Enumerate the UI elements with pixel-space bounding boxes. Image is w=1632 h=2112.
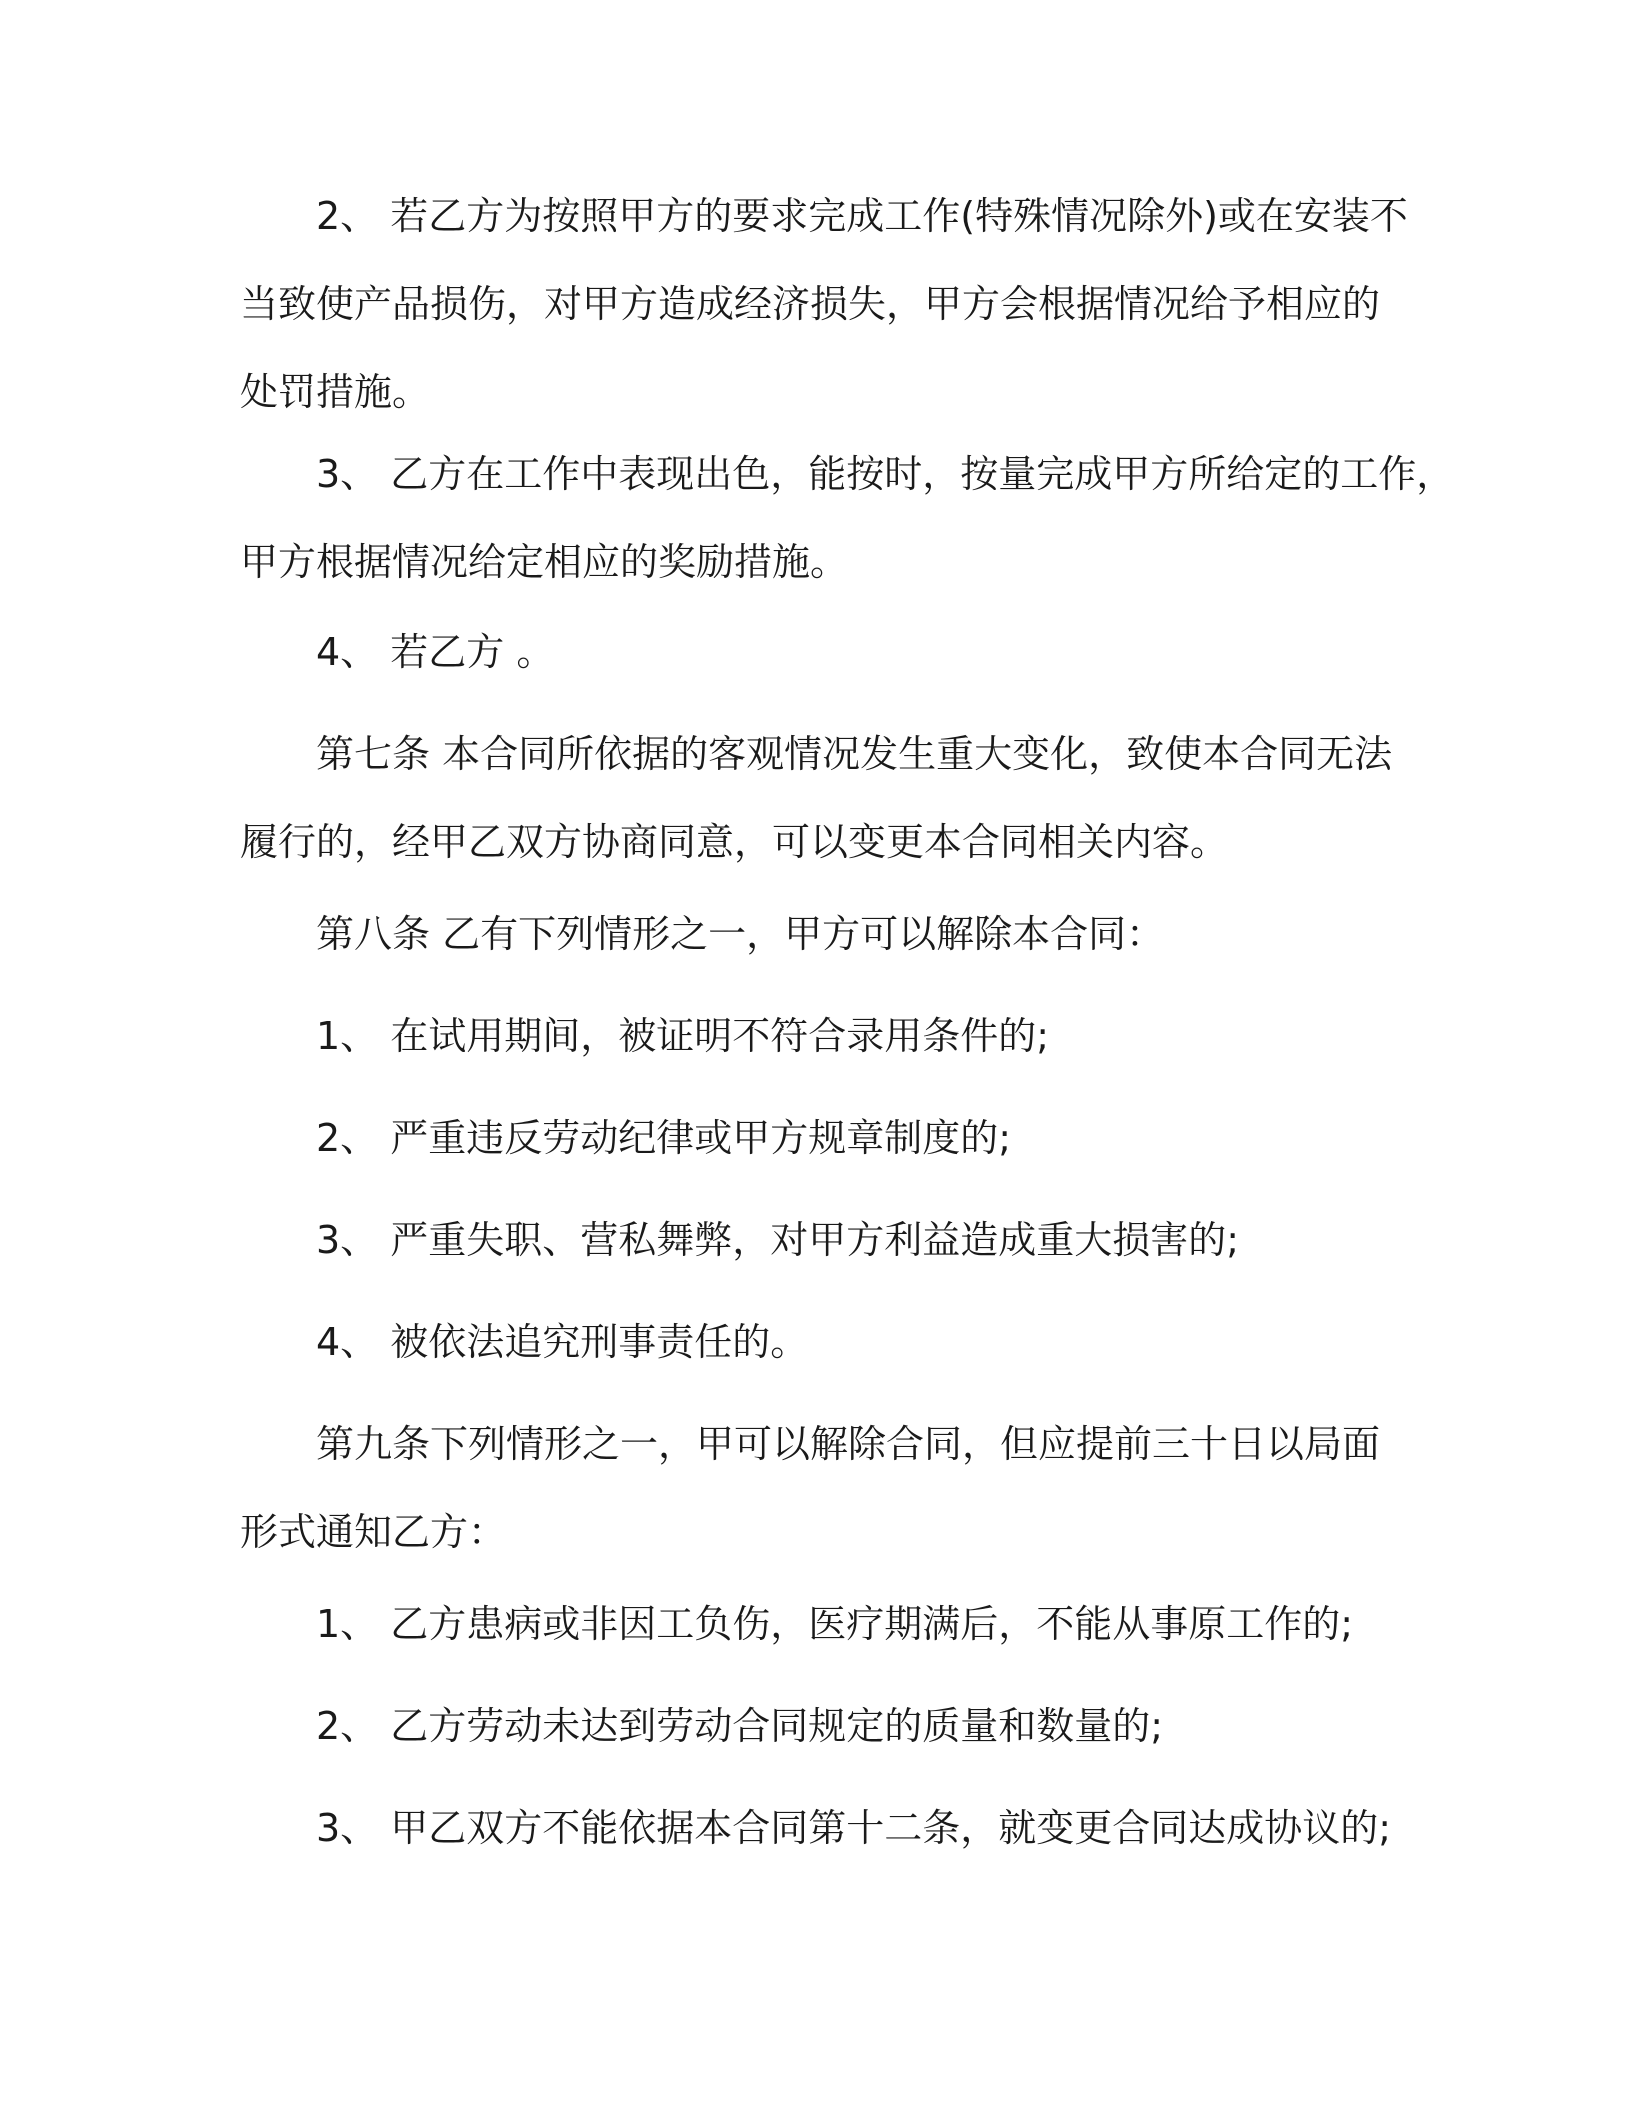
clause-line: 处罚措施。: [240, 370, 431, 414]
article-line: 形式通知乙方：: [240, 1510, 507, 1554]
article-8: [240, 890, 1420, 978]
list-item: 3、 严重失职、营私舞弊，对甲方利益造成重大损害的;: [316, 1218, 1240, 1262]
list-item: 4、 被依法追究刑事责任的。: [316, 1320, 809, 1364]
article-7: [240, 710, 1420, 886]
article-8-item-2: [240, 1094, 1420, 1182]
clause-2-penalty: [240, 172, 1420, 436]
clause-line: 当致使产品损伤，对甲方造成经济损失，甲方会根据情况给予相应的: [240, 282, 1381, 326]
article-9-item-1: [240, 1580, 1420, 1668]
article-8-item-1: [240, 992, 1420, 1080]
article-line: 履行的，经甲乙双方协商同意，可以变更本合同相关内容。: [240, 820, 1229, 864]
clause-line: 甲方根据情况给定相应的奖励措施。: [240, 540, 849, 584]
clause-line: 4、 若乙方 。: [316, 630, 555, 674]
article-8-item-3: [240, 1196, 1420, 1284]
article-line: 第七条 本合同所依据的客观情况发生重大变化，致使本合同无法: [316, 732, 1393, 776]
article-line: 第八条 乙有下列情形之一，甲方可以解除本合同：: [316, 912, 1165, 956]
article-line: 第九条下列情形之一，甲可以解除合同，但应提前三十日以局面: [316, 1422, 1381, 1466]
clause-line: 2、 若乙方为按照甲方的要求完成工作(特殊情况除外)或在安装不: [316, 194, 1408, 238]
article-9-item-3: [240, 1784, 1420, 1872]
article-8-item-4: [240, 1298, 1420, 1386]
list-item: 3、 甲乙双方不能依据本合同第十二条，就变更合同达成协议的;: [316, 1806, 1392, 1850]
list-item: 1、 在试用期间，被证明不符合录用条件的;: [316, 1014, 1050, 1058]
article-9-item-2: [240, 1682, 1420, 1770]
clause-line: 3、 乙方在工作中表现出色，能按时，按量完成甲方所给定的工作，: [316, 452, 1455, 496]
list-item: 1、 乙方患病或非因工负伤，医疗期满后，不能从事原工作的;: [316, 1602, 1354, 1646]
list-item: 2、 乙方劳动未达到劳动合同规定的质量和数量的;: [316, 1704, 1164, 1748]
clause-3-reward: [240, 430, 1455, 606]
list-item: 2、 严重违反劳动纪律或甲方规章制度的;: [316, 1116, 1012, 1160]
article-9: [240, 1400, 1420, 1576]
clause-4: [240, 608, 1420, 696]
